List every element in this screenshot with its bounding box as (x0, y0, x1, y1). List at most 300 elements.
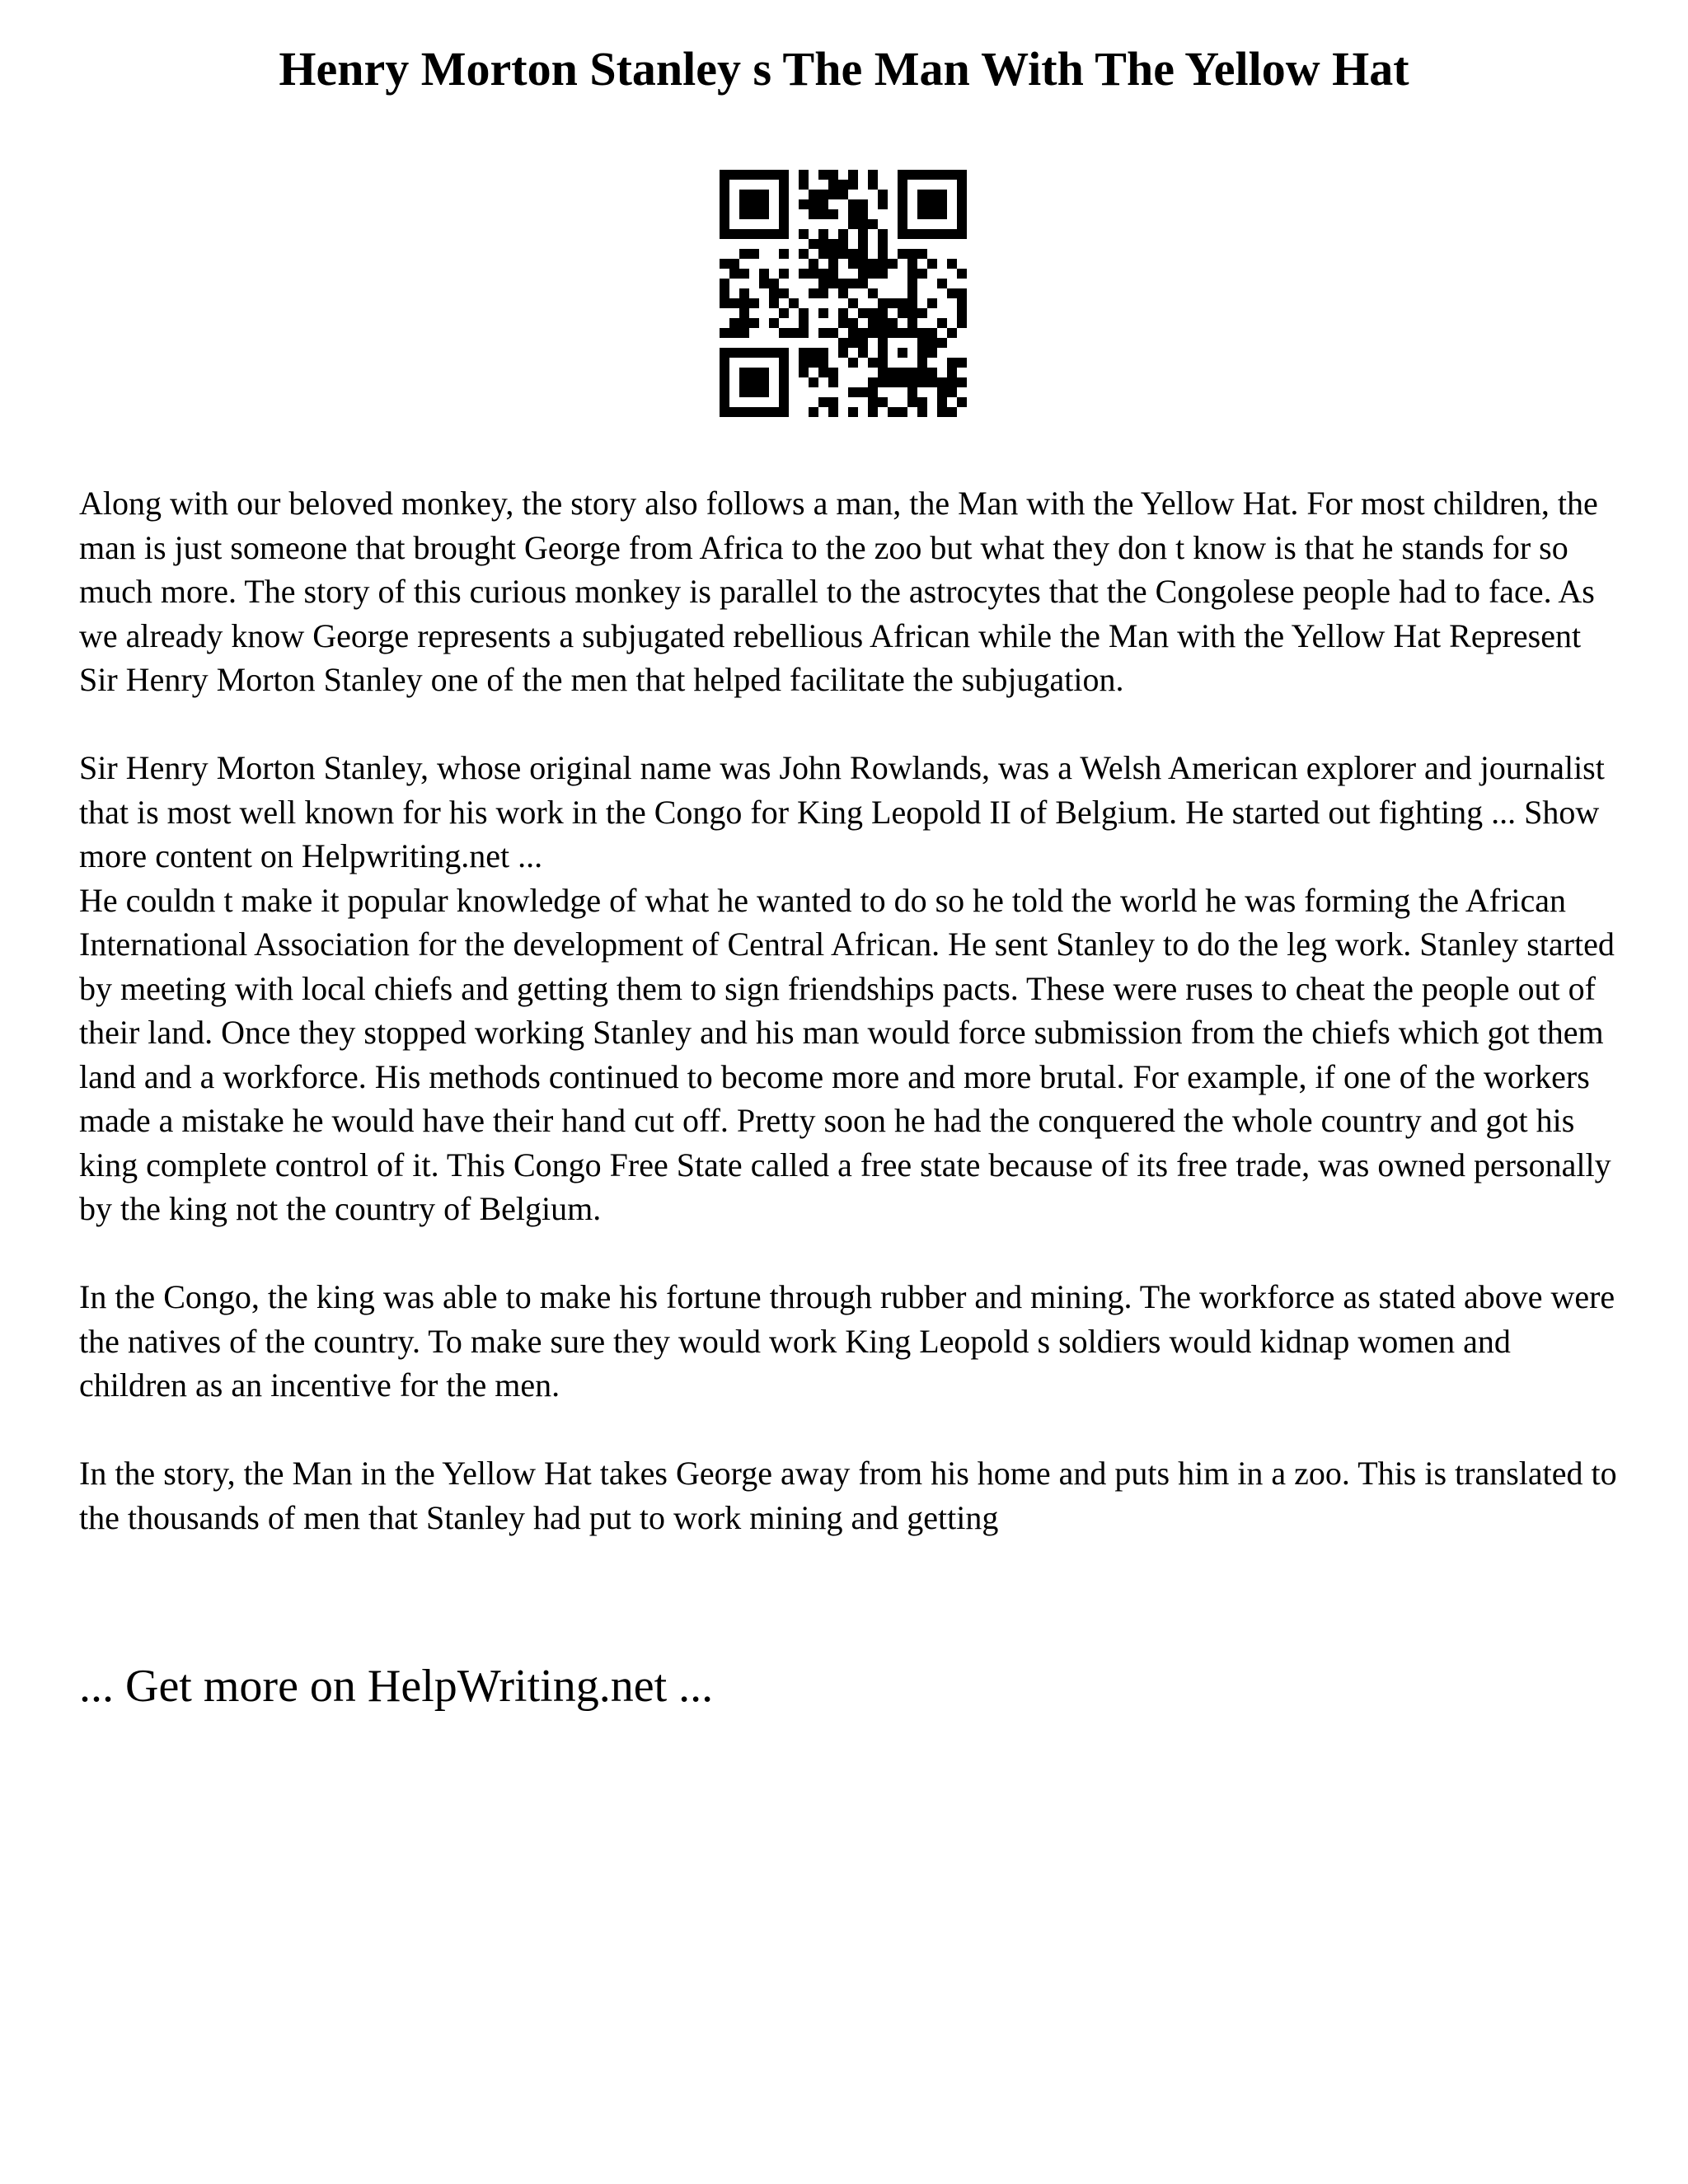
qr-module (878, 338, 888, 348)
qr-module (779, 180, 789, 190)
qr-module (907, 249, 917, 259)
qr-module (917, 358, 927, 368)
qr-module (907, 259, 917, 269)
qr-module (907, 279, 917, 288)
qr-module (838, 239, 848, 249)
qr-module (898, 377, 907, 387)
qr-module (809, 199, 818, 209)
qr-module (907, 328, 917, 338)
qr-module (779, 368, 789, 377)
qr-module (947, 229, 957, 239)
qr-module (759, 377, 769, 387)
qr-module (779, 190, 789, 199)
qr-module (907, 229, 917, 239)
qr-module (858, 328, 868, 338)
qr-module (868, 318, 878, 328)
qr-module (779, 407, 789, 417)
qr-module (739, 298, 749, 308)
qr-module (828, 377, 838, 387)
qr-module (739, 377, 749, 387)
qr-module (720, 170, 729, 180)
paragraph-3: He couldn t make it popular knowledge of what he wanted to do so he told the world he was forming the African International Association for the development of Central African. He sent Stanley to do the leg work. Stanley started by meeting with local chiefs and getting them to sign friendships pacts. These were ruses to cheat the people out of their land. Once they stopped working Stanley and his man would force submission from the chiefs which got them land and a workforce. His methods continued to become more and more brutal. For example, if one of the workers made a mistake he would have their hand cut off. Pretty soon he had the conquered the whole country and got his king complete control of it. This Congo Free State called a free state because of its free trade, was owned personally by the king not the country of Belgium. (79, 881, 1615, 1227)
qr-module (898, 368, 907, 377)
qr-module (759, 407, 769, 417)
qr-module (868, 397, 878, 407)
qr-module (898, 348, 907, 358)
qr-module (749, 318, 759, 328)
qr-module (779, 308, 789, 318)
qr-module (828, 328, 838, 338)
qr-module (729, 229, 739, 239)
qr-module (769, 348, 779, 358)
qr-module (838, 279, 848, 288)
qr-module (799, 318, 809, 328)
qr-module (868, 328, 878, 338)
qr-module (818, 190, 828, 199)
qr-module (749, 377, 759, 387)
qr-module (799, 368, 809, 377)
qr-module (809, 358, 818, 368)
qr-module (927, 328, 937, 338)
qr-module (828, 190, 838, 199)
qr-module (937, 407, 947, 417)
paragraph-2: Sir Henry Morton Stanley, whose original name was John Rowlands, was a Welsh American explorer and journalist that is most well known for his work in the Congo for King Leopold II of Belgium. He started out fighting ... Show more content on Helpwriting.net ... (79, 749, 1605, 874)
qr-module (957, 298, 967, 308)
qr-module (858, 338, 868, 348)
qr-module (937, 199, 947, 209)
qr-code-icon (720, 170, 967, 417)
qr-module (749, 368, 759, 377)
qr-module (937, 279, 947, 288)
qr-module (759, 190, 769, 199)
qr-module (888, 328, 898, 338)
qr-module (720, 180, 729, 190)
qr-module (818, 209, 828, 219)
qr-module (739, 288, 749, 298)
qr-module (759, 209, 769, 219)
qr-module (868, 288, 878, 298)
qr-module (868, 387, 878, 397)
qr-module (759, 170, 769, 180)
qr-module (749, 387, 759, 397)
qr-module (937, 229, 947, 239)
qr-module (739, 318, 749, 328)
qr-module (720, 397, 729, 407)
qr-module (957, 219, 967, 229)
qr-module (818, 328, 828, 338)
qr-module (947, 407, 957, 417)
qr-module (878, 229, 888, 239)
qr-module (927, 259, 937, 269)
qr-module (858, 239, 868, 249)
qr-module (907, 318, 917, 328)
qr-module (729, 170, 739, 180)
qr-module (779, 219, 789, 229)
qr-module (749, 407, 759, 417)
qr-module (878, 199, 888, 209)
qr-module (937, 170, 947, 180)
qr-module (828, 180, 838, 190)
qr-module (917, 377, 927, 387)
qr-module (848, 407, 858, 417)
qr-module (957, 288, 967, 298)
qr-module (878, 239, 888, 249)
qr-module (907, 170, 917, 180)
qr-module (809, 259, 818, 269)
qr-module (917, 199, 927, 209)
qr-module (720, 328, 729, 338)
qr-module (809, 209, 818, 219)
qr-module (828, 259, 838, 269)
qr-module (838, 338, 848, 348)
qr-module (799, 348, 809, 358)
qr-module (898, 229, 907, 239)
qr-module (749, 229, 759, 239)
qr-module (878, 358, 888, 368)
qr-module (739, 308, 749, 318)
qr-module (818, 239, 828, 249)
qr-module (720, 407, 729, 417)
qr-module (818, 170, 828, 180)
qr-module (809, 288, 818, 298)
qr-module (720, 377, 729, 387)
qr-module (838, 308, 848, 318)
qr-module (779, 377, 789, 387)
qr-module (878, 397, 888, 407)
qr-module (858, 387, 868, 397)
qr-module (898, 199, 907, 209)
qr-module (898, 407, 907, 417)
qr-module (809, 269, 818, 279)
qr-module (957, 199, 967, 209)
qr-module (818, 288, 828, 298)
qr-module (799, 269, 809, 279)
qr-module (917, 229, 927, 239)
qr-module (720, 298, 729, 308)
qr-module (898, 219, 907, 229)
qr-module (848, 328, 858, 338)
qr-module (759, 368, 769, 377)
qr-module (957, 229, 967, 239)
qr-module (907, 387, 917, 397)
qr-module (957, 318, 967, 328)
qr-module (858, 348, 868, 358)
qr-module (729, 298, 739, 308)
qr-module (868, 358, 878, 368)
qr-module (720, 190, 729, 199)
qr-module (907, 298, 917, 308)
qr-module (957, 190, 967, 199)
qr-module (848, 180, 858, 190)
qr-module (838, 180, 848, 190)
qr-module (947, 288, 957, 298)
qr-module (868, 308, 878, 318)
qr-module (759, 269, 769, 279)
qr-module (818, 269, 828, 279)
qr-module (868, 219, 878, 229)
qr-module (888, 298, 898, 308)
qr-module (858, 249, 868, 259)
qr-module (838, 348, 848, 358)
document-title: Henry Morton Stanley s The Man With The Yellow Hat (279, 42, 1409, 96)
qr-module (838, 229, 848, 239)
qr-module (799, 308, 809, 318)
qr-module (878, 298, 888, 308)
qr-module (759, 279, 769, 288)
qr-module (947, 259, 957, 269)
qr-module (759, 387, 769, 397)
qr-module (858, 279, 868, 288)
qr-module (779, 288, 789, 298)
qr-module (878, 259, 888, 269)
qr-module (749, 199, 759, 209)
qr-module (739, 368, 749, 377)
qr-module (878, 368, 888, 377)
paragraph-gap (79, 1408, 1620, 1452)
qr-module (917, 308, 927, 318)
qr-module (720, 209, 729, 219)
qr-module (818, 368, 828, 377)
qr-module (898, 170, 907, 180)
qr-module (937, 377, 947, 387)
paragraph-4: In the Congo, the king was able to make his fortune through rubber and mining. The workforce as stated above were the natives of the country. To make sure they would work King Leopold s soldiers would kidnap women and children as an incentive for the men. (79, 1278, 1615, 1404)
qr-module (779, 199, 789, 209)
qr-module (818, 249, 828, 259)
paragraph-gap (79, 1231, 1620, 1276)
qr-module (917, 368, 927, 377)
qr-module (868, 180, 878, 190)
qr-module (878, 269, 888, 279)
qr-module (878, 328, 888, 338)
qr-module (779, 358, 789, 368)
qr-module (888, 407, 898, 417)
qr-module (828, 239, 838, 249)
qr-module (799, 328, 809, 338)
qr-module (848, 170, 858, 180)
qr-module (917, 269, 927, 279)
qr-module (828, 397, 838, 407)
qr-module (947, 358, 957, 368)
qr-module (907, 397, 917, 407)
qr-module (720, 348, 729, 358)
qr-module (779, 229, 789, 239)
qr-module (898, 180, 907, 190)
qr-module (937, 387, 947, 397)
qr-module (729, 318, 739, 328)
qr-module (868, 407, 878, 417)
qr-module (769, 288, 779, 298)
qr-module (868, 170, 878, 180)
qr-module (858, 269, 868, 279)
qr-module (848, 387, 858, 397)
qr-module (769, 298, 779, 308)
paragraph-1: Along with our beloved monkey, the story also follows a man, the Man with the Yellow Hat. For most children, the man is just someone that brought George from Africa to the zoo but what they don t know is that he stands for so much more. The story of this curious monkey is parallel to the astrocytes that the Congolese people had to face. As we already know George represents a subjugated rebellious African while the Man with the Yellow Hat Represent Sir Henry Morton Stanley one of the men that helped facilitate the subjugation. (79, 485, 1598, 698)
qr-module (739, 269, 749, 279)
qr-module (720, 387, 729, 397)
qr-module (917, 190, 927, 199)
qr-module (720, 288, 729, 298)
qr-module (868, 377, 878, 387)
qr-module (898, 328, 907, 338)
qr-module (957, 170, 967, 180)
qr-module (917, 338, 927, 348)
qr-module (927, 170, 937, 180)
get-more-link[interactable]: ... Get more on HelpWriting.net ... (79, 1661, 714, 1712)
qr-module (957, 358, 967, 368)
qr-module (957, 180, 967, 190)
qr-module (818, 229, 828, 239)
qr-module (818, 358, 828, 368)
qr-module (898, 298, 907, 308)
qr-module (937, 397, 947, 407)
qr-module (848, 318, 858, 328)
qr-module (749, 249, 759, 259)
qr-module (848, 249, 858, 259)
qr-module (818, 348, 828, 358)
qr-module (769, 407, 779, 417)
qr-module (848, 209, 858, 219)
qr-module (907, 368, 917, 377)
qr-module (809, 190, 818, 199)
qr-module (799, 170, 809, 180)
qr-module (769, 170, 779, 180)
qr-module (917, 407, 927, 417)
qr-module (937, 209, 947, 219)
qr-module (878, 377, 888, 387)
qr-module (907, 288, 917, 298)
qr-module (917, 249, 927, 259)
qr-module (828, 249, 838, 259)
qr-module (799, 180, 809, 190)
paragraph-5: In the story, the Man in the Yellow Hat takes George away from his home and puts him in a zoo. This is translated to the thousands of men that Stanley had put to work mining and getting (79, 1455, 1617, 1536)
qr-module (789, 298, 799, 308)
qr-module (927, 348, 937, 358)
qr-module (799, 358, 809, 368)
qr-module (927, 338, 937, 348)
qr-module (828, 269, 838, 279)
qr-module (759, 348, 769, 358)
qr-module (809, 348, 818, 358)
qr-module (858, 259, 868, 269)
qr-module (779, 269, 789, 279)
qr-module (779, 348, 789, 358)
qr-code-graphic (720, 170, 967, 417)
qr-module (907, 269, 917, 279)
qr-module (848, 199, 858, 209)
qr-module (749, 190, 759, 199)
document-body (79, 481, 1620, 1540)
qr-module (729, 259, 739, 269)
qr-module (937, 190, 947, 199)
qr-module (947, 170, 957, 180)
qr-module (838, 249, 848, 259)
qr-module (858, 209, 868, 219)
qr-module (917, 209, 927, 219)
qr-module (799, 199, 809, 209)
qr-module (769, 229, 779, 239)
qr-module (927, 229, 937, 239)
qr-module (937, 318, 947, 328)
qr-module (729, 407, 739, 417)
qr-module (898, 209, 907, 219)
qr-module (809, 239, 818, 249)
qr-module (888, 259, 898, 269)
qr-module (769, 279, 779, 288)
qr-module (769, 318, 779, 328)
qr-module (838, 288, 848, 298)
qr-module (927, 199, 937, 209)
qr-module (917, 170, 927, 180)
qr-module (868, 259, 878, 269)
qr-module (749, 209, 759, 219)
qr-module (878, 190, 888, 199)
qr-module (739, 387, 749, 397)
qr-module (848, 338, 858, 348)
qr-module (898, 308, 907, 318)
qr-module (729, 269, 739, 279)
qr-module (739, 190, 749, 199)
qr-module (957, 269, 967, 279)
paragraph-gap (79, 702, 1620, 747)
qr-module (858, 308, 868, 318)
qr-module (720, 368, 729, 377)
qr-module (828, 368, 838, 377)
qr-module (888, 318, 898, 328)
qr-module (858, 219, 868, 229)
qr-module (818, 279, 828, 288)
qr-module (739, 328, 749, 338)
qr-module (947, 377, 957, 387)
qr-module (739, 199, 749, 209)
qr-module (848, 298, 858, 308)
qr-module (907, 308, 917, 318)
qr-module (917, 397, 927, 407)
qr-module (858, 229, 868, 239)
qr-module (917, 328, 927, 338)
qr-module (828, 407, 838, 417)
qr-module (947, 387, 957, 397)
qr-module (838, 318, 848, 328)
qr-module (720, 219, 729, 229)
qr-module (957, 397, 967, 407)
qr-module (720, 199, 729, 209)
qr-module (898, 190, 907, 199)
qr-module (848, 279, 858, 288)
qr-module (957, 209, 967, 219)
qr-module (888, 368, 898, 377)
qr-module (868, 269, 878, 279)
qr-module (749, 170, 759, 180)
qr-module (720, 259, 729, 269)
qr-module (907, 377, 917, 387)
qr-module (927, 368, 937, 377)
qr-module (888, 377, 898, 387)
qr-module (739, 249, 749, 259)
qr-module (957, 308, 967, 318)
qr-module (878, 249, 888, 259)
qr-module (838, 190, 848, 199)
qr-module (759, 199, 769, 209)
qr-module (927, 298, 937, 308)
qr-module (720, 358, 729, 368)
qr-module (749, 348, 759, 358)
qr-module (947, 328, 957, 338)
qr-module (720, 229, 729, 239)
qr-module (848, 358, 858, 368)
qr-module (739, 407, 749, 417)
qr-module (729, 328, 739, 338)
qr-module (779, 397, 789, 407)
